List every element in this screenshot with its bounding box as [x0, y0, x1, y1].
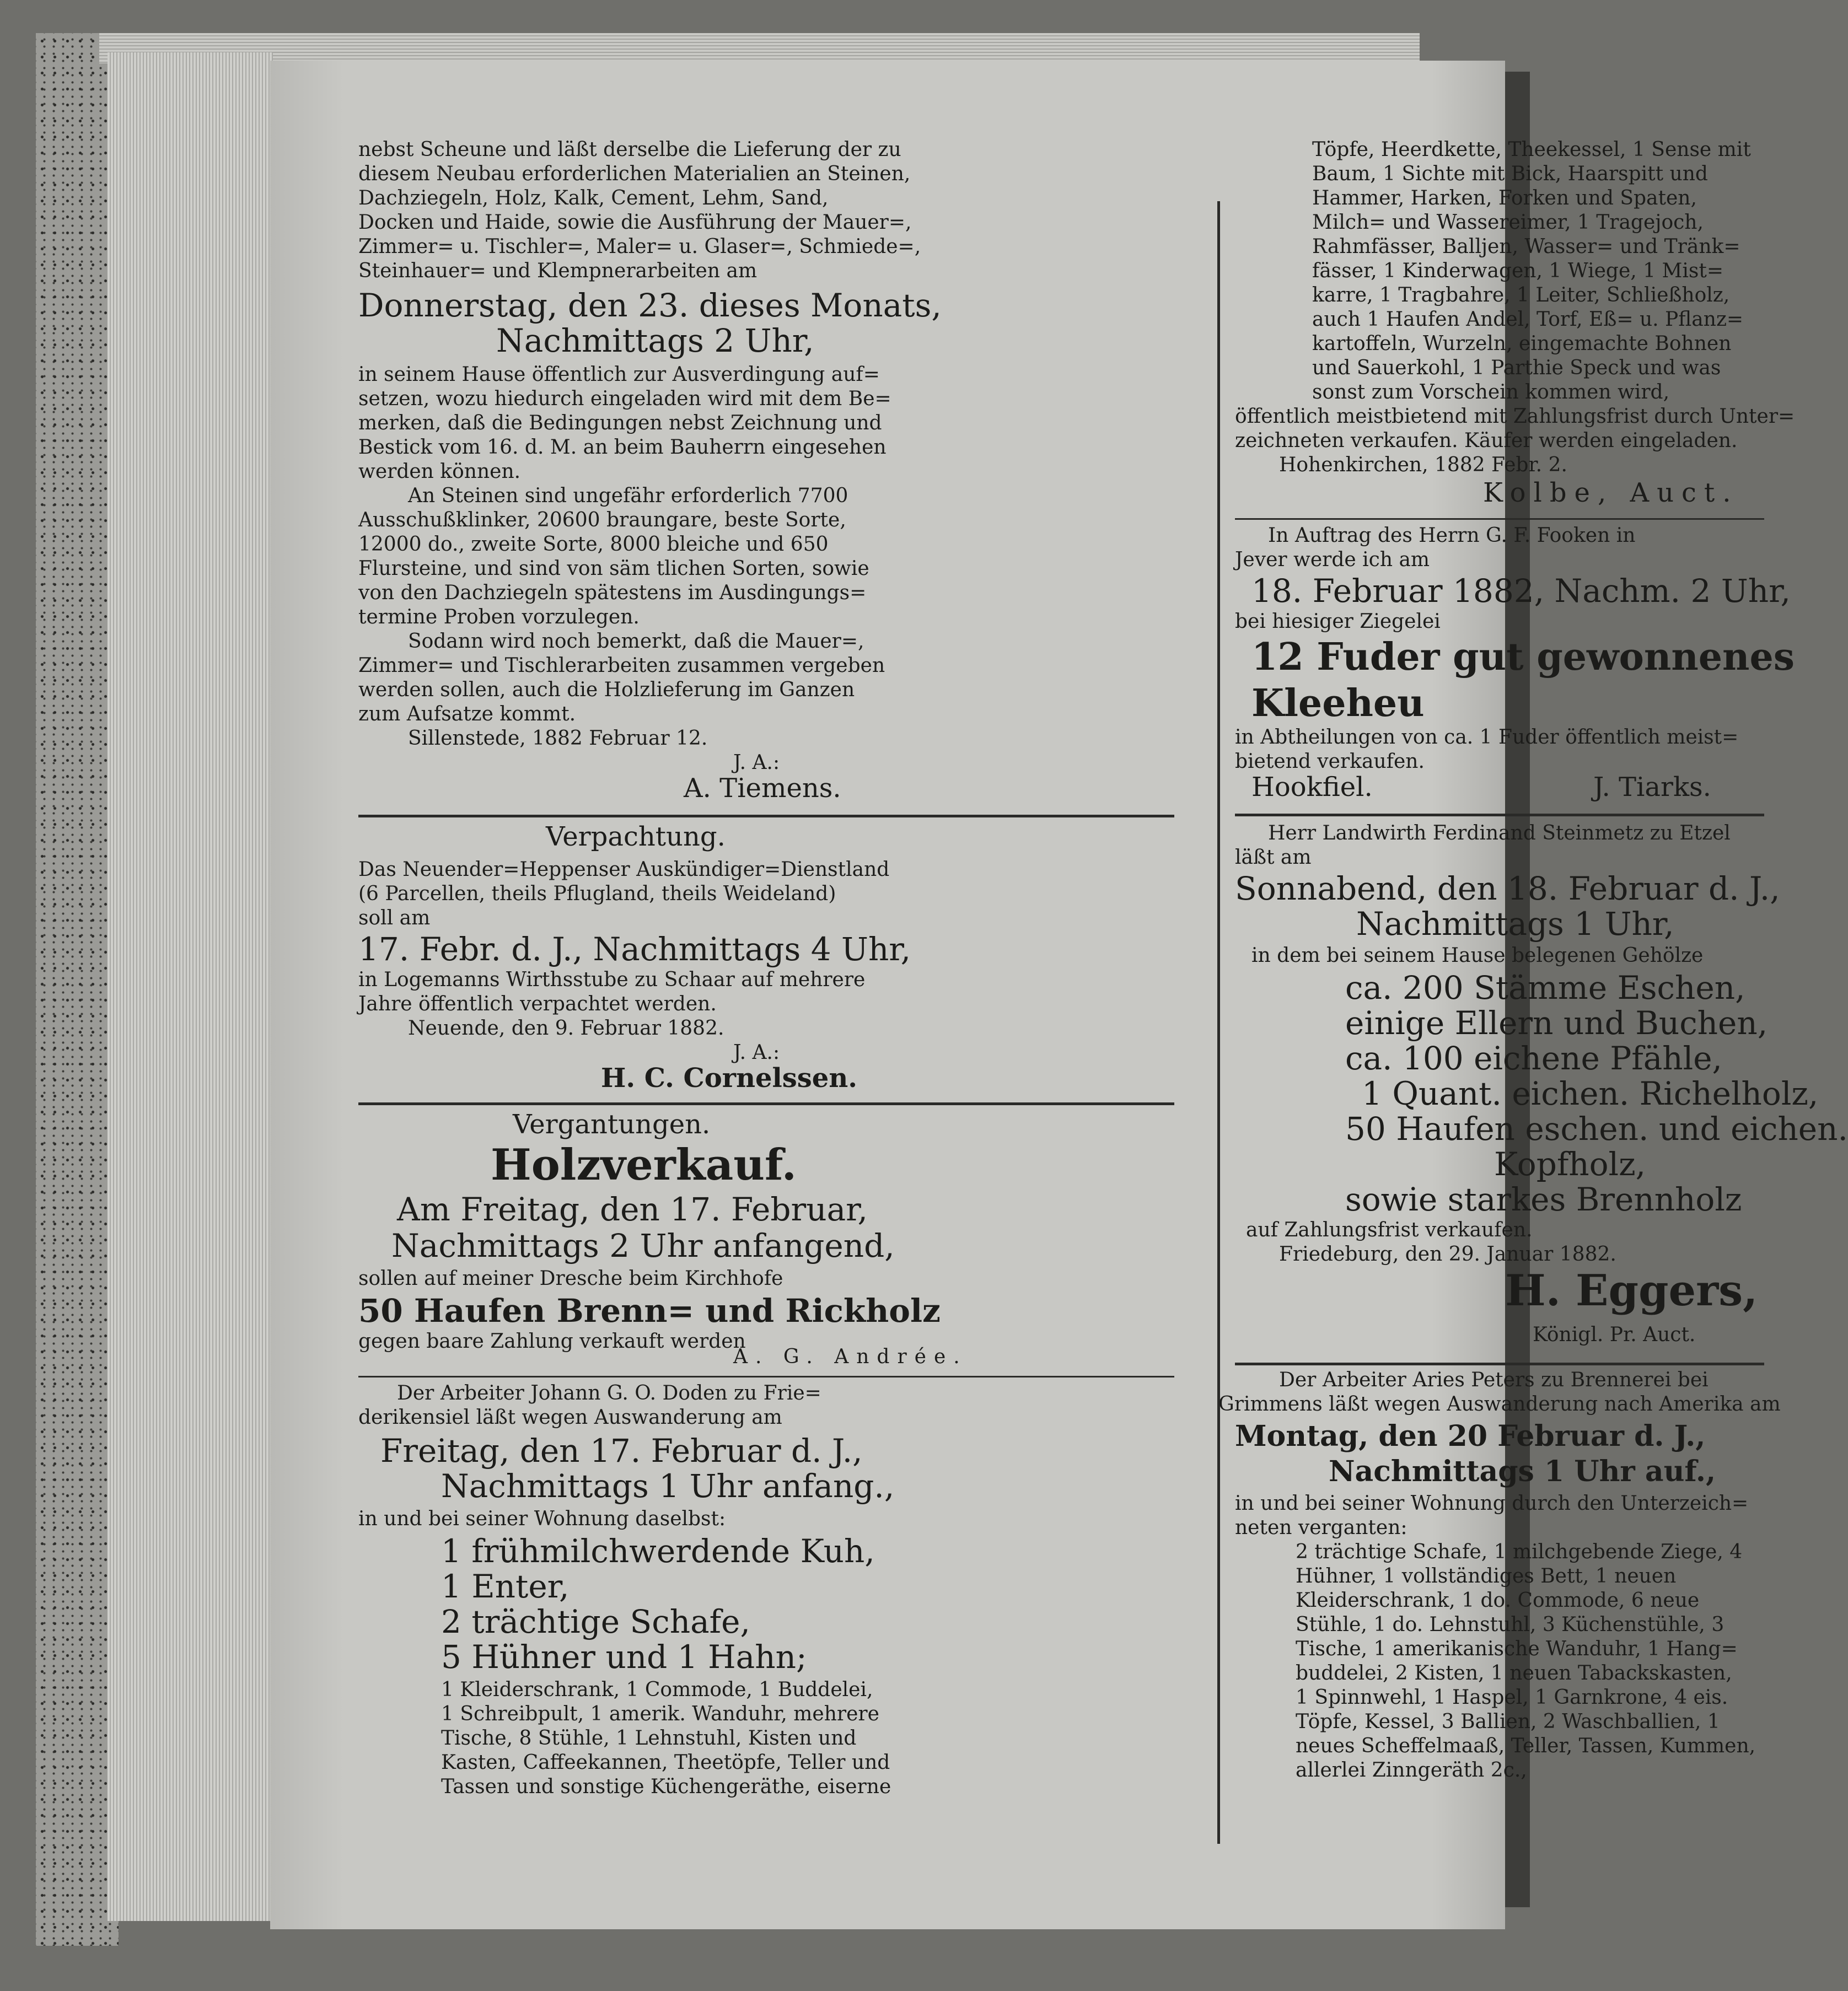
text-line: auf Zahlungsfrist verkaufen.	[1246, 1219, 1533, 1241]
on-behalf-label: J. A.:	[733, 751, 780, 774]
sale-item: 2 trächtige Schafe,	[441, 1603, 750, 1640]
text-line: in Logemanns Wirthsstube zu Schaar auf mehrere	[358, 968, 866, 991]
signature: J. Tiarks.	[1593, 772, 1711, 803]
text-line: Flursteine, und sind von säm tlichen Sorten, sowie	[358, 557, 869, 580]
separator-rule	[358, 1376, 1174, 1377]
ad-title: Holzverkauf.	[491, 1140, 797, 1190]
newspaper-page	[270, 61, 1848, 1929]
text-line: in Abtheilungen von ca. 1 Fuder öffentlich meist=	[1235, 726, 1739, 749]
place-date: Hohenkirchen, 1882 Febr. 2.	[1279, 454, 1567, 476]
text-line: buddelei, 2 Kisten, 1 neuen Tabackskasten,	[1296, 1662, 1732, 1685]
text-line: Der Arbeiter Johann G. O. Doden zu Frie=	[397, 1382, 821, 1405]
text-line: von den Dachziegeln spätestens im Ausdingungs=	[358, 582, 867, 604]
text-line: fässer, 1 Kinderwagen, 1 Wiege, 1 Mist=	[1312, 260, 1723, 282]
event-date: Montag, den 20 Februar d. J.,	[1235, 1419, 1706, 1453]
text-line: Grimmens läßt wegen Auswanderung nach Amerika am	[1218, 1393, 1781, 1416]
sale-item: Kopfholz,	[1494, 1145, 1646, 1183]
text-line: öffentlich meistbietend mit Zahlungsfrist durch Unter=	[1235, 405, 1795, 428]
sale-item: 12 Fuder gut gewonnenes	[1251, 635, 1795, 679]
text-line: Bestick vom 16. d. M. an beim Bauherrn eingesehen	[358, 436, 887, 459]
text-line: derikensiel läßt wegen Auswanderung am	[358, 1406, 782, 1429]
book-cover-board	[36, 33, 119, 1946]
event-date: Freitag, den 17. Februar d. J.,	[380, 1432, 863, 1470]
text-line: Stühle, 1 do. Lehnstuhl, 3 Küchenstühle, 3	[1296, 1613, 1725, 1636]
text-line: Kasten, Caffeekannen, Theetöpfe, Teller und	[441, 1751, 890, 1774]
text-line: neues Scheffelmaaß, Teller, Tassen, Kummen,	[1296, 1735, 1756, 1757]
text-line: Milch= und Wassereimer, 1 Tragejoch,	[1312, 211, 1704, 234]
text-line: in und bei seiner Wohnung durch den Unterzeich=	[1235, 1492, 1749, 1515]
section-heading: Vergantungen.	[513, 1109, 711, 1140]
event-time: Nachmittags 2 Uhr,	[496, 322, 814, 359]
text-line: Tassen und sonstige Küchengeräthe, eiserne	[441, 1775, 891, 1798]
text-line: und Sauerkohl, 1 Parthie Speck und was	[1312, 357, 1721, 379]
separator-rule	[358, 815, 1174, 817]
text-line: sollen auf meiner Dresche beim Kirchhofe	[358, 1267, 783, 1290]
place-date: Sillenstede, 1882 Februar 12.	[408, 727, 708, 750]
text-line: Sodann wird noch bemerkt, daß die Mauer=,	[408, 630, 864, 653]
place-date: Neuende, den 9. Februar 1882.	[408, 1017, 724, 1040]
sale-item: 1 frühmilchwerdende Kuh,	[441, 1532, 875, 1570]
sale-item: 1 Quant. eichen. Richelholz,	[1362, 1075, 1819, 1112]
text-line: zeichneten verkaufen. Käufer werden eingeladen.	[1235, 429, 1738, 452]
text-line: soll am	[358, 907, 431, 929]
sale-item: Kleeheu	[1251, 681, 1425, 725]
sale-item: ca. 200 Stämme Eschen,	[1345, 969, 1745, 1007]
text-line: 1 Spinnwehl, 1 Haspel, 1 Garnkrone, 4 eis.	[1296, 1686, 1728, 1709]
text-line: Töpfe, Kessel, 3 Ballien, 2 Waschballien, 1	[1296, 1710, 1720, 1733]
column-divider	[1217, 201, 1220, 1844]
text-line: termine Proben vorzulegen.	[358, 606, 640, 628]
on-behalf-label: J. A.:	[733, 1041, 780, 1064]
sale-item: ca. 100 eichene Pfähle,	[1345, 1040, 1722, 1077]
text-line: 12000 do., zweite Sorte, 8000 bleiche und 650	[358, 533, 829, 556]
place: Hookfiel.	[1251, 772, 1373, 803]
sale-item: 1 Enter,	[441, 1568, 570, 1605]
signature: Kolbe, Auct.	[1483, 477, 1739, 508]
page-stack-top	[99, 33, 1420, 63]
text-line: Herr Landwirth Ferdinand Steinmetz zu Etzel	[1268, 822, 1731, 844]
text-line: diesem Neubau erforderlichen Materialien an Steinen,	[358, 163, 911, 185]
text-line: Hammer, Harken, Forken und Spaten,	[1312, 187, 1697, 209]
text-line: allerlei Zinngeräth 2c.,	[1296, 1759, 1527, 1782]
text-line: neten verganten:	[1235, 1516, 1408, 1539]
separator-rule	[358, 1102, 1174, 1105]
text-line: bietend verkaufen.	[1235, 750, 1425, 773]
sale-item: sowie starkes Brennholz	[1345, 1181, 1742, 1218]
sale-item: 50 Haufen eschen. und eichen.	[1345, 1110, 1848, 1148]
text-line: karre, 1 Tragbahre, 1 Leiter, Schließholz,	[1312, 284, 1730, 306]
text-line: 1 Schreibpult, 1 amerik. Wanduhr, mehrere	[441, 1703, 879, 1725]
event-date: 18. Februar 1882, Nachm. 2 Uhr,	[1251, 572, 1791, 610]
text-line: bei hiesiger Ziegelei	[1235, 610, 1441, 633]
text-line: merken, daß die Bedingungen nebst Zeichnung und	[358, 412, 882, 434]
place-date: Friedeburg, den 29. Januar 1882.	[1279, 1243, 1616, 1266]
event-date: Donnerstag, den 23. dieses Monats,	[358, 287, 942, 324]
text-line: auch 1 Haufen Andel, Torf, Eß= u. Pflanz=	[1312, 308, 1744, 331]
signature: A. G. Andrée.	[733, 1346, 968, 1368]
text-line: In Auftrag des Herrn G. F. Fooken in	[1268, 524, 1636, 547]
text-line: in seinem Hause öffentlich zur Ausverdingung auf=	[358, 363, 880, 386]
text-line: Zimmer= und Tischlerarbeiten zusammen vergeben	[358, 654, 885, 677]
ad-heading: Verpachtung.	[546, 821, 726, 852]
text-line: gegen baare Zahlung verkauft werden	[358, 1330, 746, 1353]
text-line: kartoffeln, Wurzeln, eingemachte Bohnen	[1312, 332, 1732, 355]
event-date: Am Freitag, den 17. Februar,	[397, 1191, 868, 1228]
text-line: zum Aufsatze kommt.	[358, 703, 576, 725]
text-line: Ausschußklinker, 20600 braungare, beste Sorte,	[358, 509, 846, 531]
text-line: nebst Scheune und läßt derselbe die Lieferung der zu	[358, 138, 901, 161]
text-line: Docken und Haide, sowie die Ausführung der Mauer=,	[358, 211, 912, 234]
text-line: Kleiderschrank, 1 do. Commode, 6 neue	[1296, 1589, 1700, 1612]
signature: H. C. Cornelssen.	[601, 1063, 857, 1094]
text-line: werden können.	[358, 460, 521, 483]
text-line: Hühner, 1 vollständiges Bett, 1 neuen	[1296, 1565, 1677, 1588]
signature: A. Tiemens.	[684, 773, 841, 804]
text-line: Töpfe, Heerdkette, Theekessel, 1 Sense mit	[1312, 138, 1751, 161]
text-line: 2 trächtige Schafe, 1 milchgebende Ziege, 4	[1296, 1541, 1743, 1563]
text-line: sonst zum Vorschein kommen wird,	[1312, 381, 1670, 403]
separator-rule	[1235, 814, 1764, 816]
event-time: Nachmittags 1 Uhr,	[1356, 905, 1674, 943]
signature-title: Königl. Pr. Auct.	[1533, 1323, 1696, 1346]
text-line: Rahmfässer, Balljen, Wasser= und Tränk=	[1312, 235, 1740, 258]
text-line: Das Neuender=Heppenser Auskündiger=Dienstland	[358, 858, 890, 881]
text-line: in und bei seiner Wohnung daselbst:	[358, 1508, 726, 1530]
text-line: Tische, 1 amerikanische Wanduhr, 1 Hang=	[1296, 1638, 1738, 1660]
sale-item: einige Ellern und Buchen,	[1345, 1004, 1768, 1042]
signature: H. Eggers,	[1505, 1266, 1758, 1316]
text-line: setzen, wozu hiedurch eingeladen wird mit dem Be=	[358, 388, 891, 410]
text-line: Zimmer= u. Tischler=, Maler= u. Glaser=, Schmiede=,	[358, 235, 921, 258]
event-date: 17. Febr. d. J., Nachmittags 4 Uhr,	[358, 930, 911, 968]
event-time: Nachmittags 2 Uhr anfangend,	[391, 1227, 895, 1264]
separator-rule	[1235, 518, 1764, 520]
sale-item: 5 Hühner und 1 Hahn;	[441, 1638, 807, 1676]
text-line: Der Arbeiter Aries Peters zu Brennerei bei	[1279, 1369, 1709, 1391]
text-line: An Steinen sind ungefähr erforderlich 7700	[408, 485, 848, 507]
event-time: Nachmittags 1 Uhr auf.,	[1329, 1455, 1716, 1488]
text-line: Steinhauer= und Klempnerarbeiten am	[358, 260, 758, 282]
text-line: Dachziegeln, Holz, Kalk, Cement, Lehm, Sand,	[358, 187, 829, 209]
text-line: Tische, 8 Stühle, 1 Lehnstuhl, Kisten und	[441, 1727, 857, 1750]
text-line: in dem bei seinem Hause belegenen Gehölze	[1251, 944, 1704, 967]
text-line: Jever werde ich am	[1235, 548, 1430, 571]
text-line: 1 Kleiderschrank, 1 Commode, 1 Buddelei,	[441, 1678, 873, 1701]
event-date: Sonnabend, den 18. Februar d. J.,	[1235, 870, 1780, 907]
sale-item: 50 Haufen Brenn= und Rickholz	[358, 1292, 941, 1330]
text-line: Jahre öffentlich verpachtet werden.	[358, 993, 717, 1015]
text-line: Baum, 1 Sichte mit Bick, Haarspitt und	[1312, 163, 1708, 185]
text-line: (6 Parcellen, theils Pflugland, theils Weideland)	[358, 883, 836, 905]
page-stack-edges	[108, 52, 273, 1921]
text-line: läßt am	[1235, 846, 1312, 869]
text-line: werden sollen, auch die Holzlieferung im Ganzen	[358, 679, 855, 701]
event-time: Nachmittags 1 Uhr anfang.,	[441, 1467, 895, 1505]
separator-rule	[1235, 1363, 1764, 1365]
